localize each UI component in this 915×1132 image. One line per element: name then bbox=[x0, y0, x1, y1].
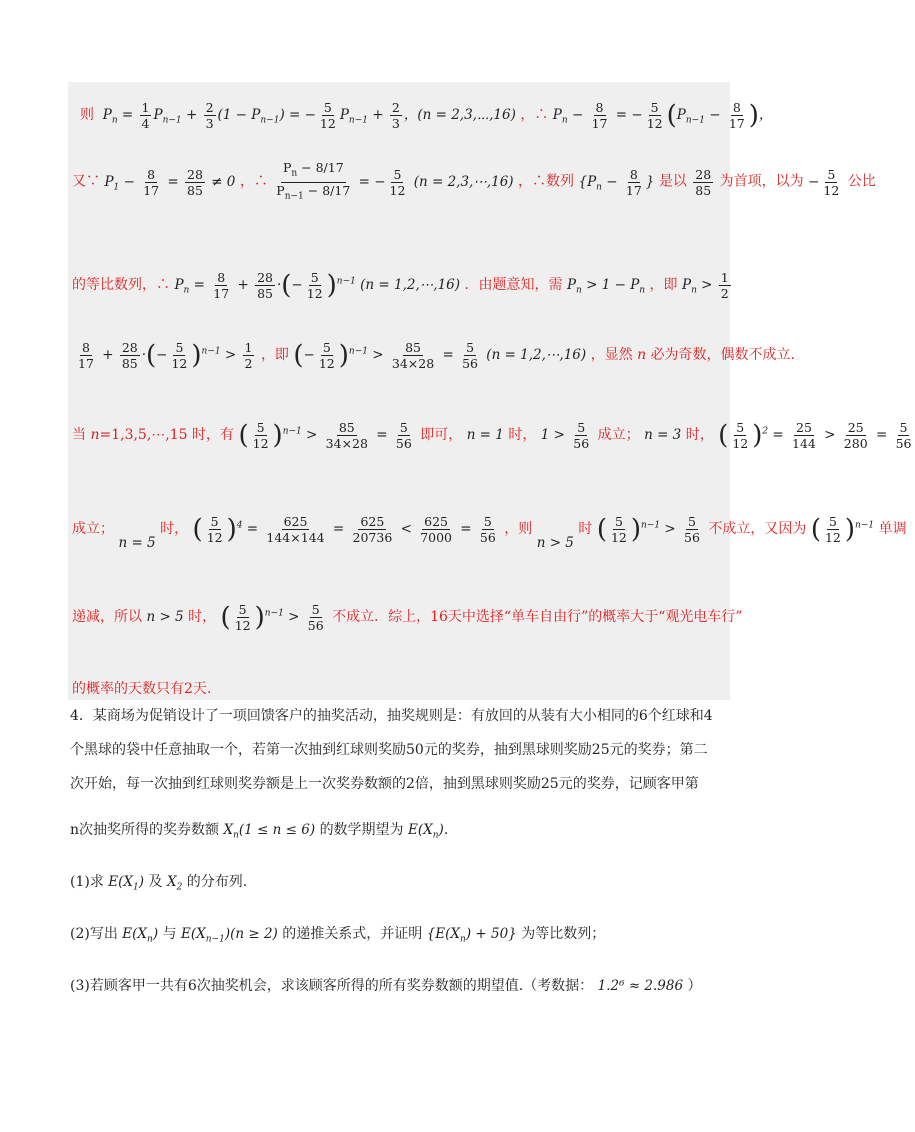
text: 成立； bbox=[597, 427, 640, 443]
text: 为等比数列； bbox=[521, 926, 606, 942]
text: 即可， bbox=[420, 427, 463, 443]
text: ．由题意知，需 bbox=[464, 277, 563, 293]
text: 为首项，以为 bbox=[719, 173, 804, 190]
text: 时，有 bbox=[192, 427, 235, 443]
text: ，则 bbox=[504, 521, 533, 537]
text: 公比 bbox=[847, 173, 876, 190]
text: 当 bbox=[72, 427, 86, 443]
problem-line-2 bbox=[70, 740, 735, 760]
text: ，显然 bbox=[590, 347, 633, 363]
text: 个黑球的袋中任意抽取一个，若第一次抽到红球则奖励50元的奖券，抽到黑球则奖励25元的奖券；第二 bbox=[70, 742, 708, 758]
text: 时， bbox=[188, 609, 217, 625]
solution-line-6: 成立； n = 5 时， ( $\frac{5}{12}$ )$^4$ = $\frac{625}{144\times 144}$ = $\frac{625}{20736}$ < $\frac{625}{7000}$ = $\frac{5}{56}$ ，则 n > 5 时 ( $\frac{5}{12}$ )$^{n-1}$ > $\frac{5}{56}$ 不成立，又因为 ( $\frac{5}{12}$ )$^{n-1}$ 单调 bbox=[72, 514, 907, 551]
text: (3)若顾客甲一共有6次抽奖机会，求该顾客所得的所有奖券数额的期望值.（考数据： bbox=[70, 978, 594, 994]
text: 时 bbox=[578, 521, 593, 537]
solution-line-3: 的等比数列，∴ $P_n$ = $\frac{8}{17}$ + $\frac{28}{85}$ ·(− $\frac{5}{12}$ )$^{n-1}$ (n = 1,2,⋯,16) ．由题意知，需 $P_n > 1 - P_n$ ，即 $P_n$ > $\frac{1}{2}$ bbox=[72, 270, 729, 301]
question-3 bbox=[70, 976, 735, 996]
text: ，∴数列 bbox=[518, 173, 575, 190]
solution-block bbox=[68, 82, 912, 700]
text: 不成立．综上，16天中选择“单车自由行”的概率大于“观光电车行” bbox=[332, 609, 743, 625]
text: 成立； bbox=[72, 521, 114, 537]
text: 单调 bbox=[878, 521, 907, 537]
problem-line-4: n次抽奖所得的奖券数额 $X_n(1 \le n \le 6)$ 的数学期望为 $E(X_n)$. bbox=[70, 822, 449, 841]
reference-data: 1.2⁶ ≈ 2.986 bbox=[597, 978, 684, 994]
text: 的数学期望为 bbox=[319, 822, 404, 838]
text: 又∵ bbox=[72, 173, 100, 190]
text: ，∴ bbox=[239, 173, 268, 190]
text: 必为奇数，偶数不成立． bbox=[650, 347, 805, 363]
text: 4．某商场为促销设计了一项回馈客户的抽奖活动，抽奖规则是：有放回的从装有大小相同的6个红球和4 bbox=[70, 708, 713, 724]
text: 的等比数列，∴ bbox=[72, 277, 170, 293]
question-1: (1)求 $E(X_1)$ 及 $X_2$ 的分布列. bbox=[70, 874, 248, 893]
text: 递减，所以 bbox=[72, 609, 142, 625]
text: 不成立，又因为 bbox=[708, 521, 807, 537]
solution-line-1: 则 $P_n$ = $\frac{1}{4}$ $P_{n-1}$ + $\frac{2}{3}$ $(1 - P_{n-1})$ = − $\frac{5}{12}$ $P_{n-1}$ + $\frac{2}{3}$ ，(n = 2,3,⋯,16) ，∴ $P_n$ − $\frac{8}{17}$ = − $\frac{5}{12}$ ($P_{n-1}$ − $\frac{8}{17}$ )， bbox=[80, 100, 773, 131]
text: 时， bbox=[508, 427, 537, 443]
text: 与 bbox=[162, 926, 177, 942]
text: ，即 bbox=[649, 277, 678, 293]
text: (2)写出 bbox=[70, 926, 118, 942]
text: ，∴ bbox=[520, 107, 549, 123]
text: n次抽奖所得的奖券数额 bbox=[70, 822, 220, 838]
text: 时， bbox=[685, 427, 714, 443]
text: 的概率的天数只有2天. bbox=[72, 681, 212, 697]
solution-line-4: $\frac{8}{17}$ + $\frac{28}{85}$ ·(− $\frac{5}{12}$ )$^{n-1}$ > $\frac{1}{2}$ ，即 (− $\frac{5}{12}$ )$^{n-1}$ > $\frac{85}{34\times 28}$ = $\frac{5}{56}$ (n = 1,2,⋯,16) ，显然 n 必为奇数，偶数不成立． bbox=[78, 340, 805, 371]
solution-line-5: 当 n=1,3,5,⋯,15 时，有 ( $\frac{5}{12}$ )$^{n-1}$ > $\frac{85}{34\times 28}$ = $\frac{5}{56}$ 即可， n = 1 时， 1 > $\frac{5}{56}$ 成立； n = 3 时， ( $\frac{5}{12}$ )$^2$ = $\frac{25}{144}$ > $\frac{25}{280}$ = $\frac{5}{56}$ bbox=[72, 420, 912, 451]
text: 次开始，每一次抽到红球则奖券额是上一次奖券数额的2倍，抽到黑球则奖励25元的奖券，记顾客甲第 bbox=[70, 776, 699, 792]
solution-line-8 bbox=[72, 678, 211, 698]
problem-line-1 bbox=[70, 706, 735, 726]
text: 的分布列. bbox=[186, 874, 248, 890]
text: ，即 bbox=[260, 347, 289, 363]
question-2: (2)写出 $E(X_n)$ 与 $E(X_{n-1})(n \ge 2)$ 的递推关系式，并证明 $\{E(X_n) + 50\}$ 为等比数列； bbox=[70, 926, 606, 945]
text: 时， bbox=[160, 521, 189, 537]
text: (1)求 bbox=[70, 874, 104, 890]
problem-line-3 bbox=[70, 774, 735, 794]
text: ） bbox=[687, 978, 702, 994]
text: 及 bbox=[148, 874, 163, 890]
solution-line-7: 递减，所以 n > 5 时， ( $\frac{5}{12}$ )$^{n-1}$ > $\frac{5}{56}$ 不成立．综上，16天中选择“单车自由行”的概率大于“观光电车行” bbox=[72, 602, 743, 633]
text: 是以 bbox=[658, 173, 687, 190]
text: 的递推关系式，并证明 bbox=[282, 926, 423, 942]
solution-line-2: 又∵ $P_1$ − $\frac{8}{17}$ = $\frac{28}{85}$ ≠ 0 ，∴ $\frac{P_n - 8/17}{P_{n-1} - 8/17}$ = − $\frac{5}{12}$ (n = 2,3,⋯,16) ，∴数列 {$P_n$ − $\frac{8}{17}$ } 是以 $\frac{28}{85}$ 为首项，以为 − $\frac{5}{12}$ 公比 bbox=[72, 160, 876, 201]
text: 则 bbox=[80, 107, 94, 123]
